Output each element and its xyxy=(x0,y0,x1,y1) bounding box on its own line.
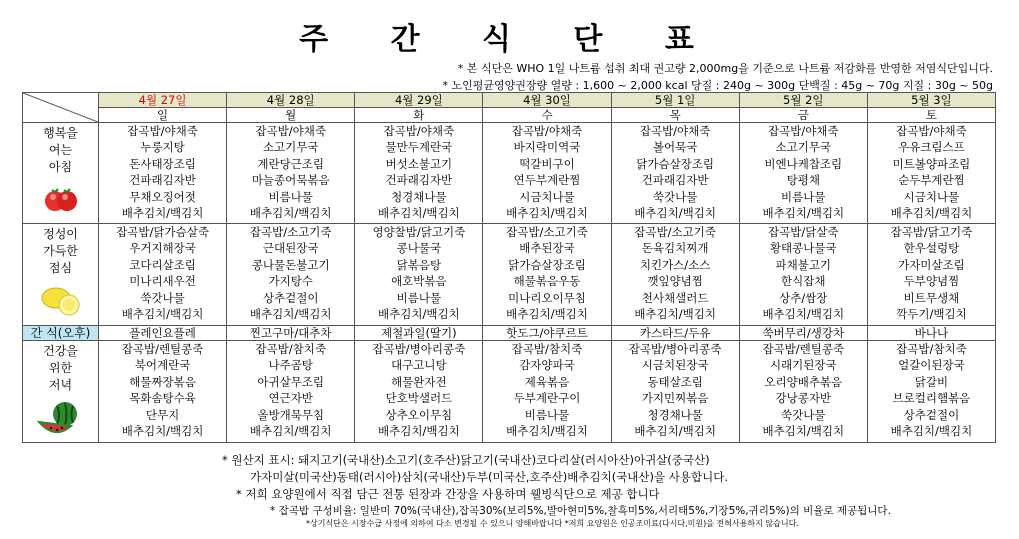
snack-menu-cell: 플레인요플레 xyxy=(99,326,227,341)
menu-item: 상추겉절이 xyxy=(903,407,960,422)
lemon-icon xyxy=(39,283,83,317)
breakfast-label-cell xyxy=(23,123,99,224)
menu-item: 배추김치/백김치 xyxy=(890,423,973,438)
menu-item: 돈사태장조림 xyxy=(129,156,196,171)
menu-item: 상추겉절이 xyxy=(262,290,319,305)
date-header: 5월 1일 xyxy=(611,93,739,108)
menu-item: 배추김치/백김치 xyxy=(506,205,588,220)
breakfast-label-line: 행복을 xyxy=(43,126,78,140)
menu-item: 콩나물국 xyxy=(396,241,442,256)
menu-item: 잡곡밥/병아리콩죽 xyxy=(372,342,466,356)
menu-item: 잡곡밥/닭가슴살죽 xyxy=(116,225,209,239)
weekday-header: 금 xyxy=(739,108,867,123)
menu-item: 애호박볶음 xyxy=(391,274,447,289)
menu-item: 두부양념찜 xyxy=(903,274,960,289)
menu-item: 순두부계란찜 xyxy=(898,173,965,188)
menu-item: 배추김치/백김치 xyxy=(378,306,460,321)
menu-item: 잡곡밥/참치죽 xyxy=(511,342,583,356)
lunch-menu-cell xyxy=(227,224,355,326)
dinner-menu-cell xyxy=(99,341,227,443)
menu-item: 잡곡밥/야채죽 xyxy=(768,124,839,138)
menu-item: 한우설렁탕 xyxy=(903,241,960,256)
menu-item: 코다리살조림 xyxy=(129,257,196,272)
menu-item: 배추김치/백김치 xyxy=(249,205,332,220)
breakfast-menu-cell xyxy=(611,123,739,224)
menu-item: 닭갈비 xyxy=(914,374,949,389)
menu-item: 쑥갓나물 xyxy=(140,290,185,305)
weekday-header: 수 xyxy=(483,108,611,123)
menu-item: 청경채나물 xyxy=(647,407,703,422)
lunch-menu-cell xyxy=(867,224,995,326)
menu-item: 닭가슴살장조림 xyxy=(508,257,586,272)
menu-item: 잡곡밥/참치죽 xyxy=(896,342,967,356)
lunch-label-cell xyxy=(23,224,99,326)
menu-item: 근대된장국 xyxy=(262,241,319,256)
menu-item: 배추된장국 xyxy=(519,241,575,256)
menu-item: 배추김치/백김치 xyxy=(890,205,973,220)
menu-item: 제육볶음 xyxy=(524,374,570,389)
menu-item: 아귀살무조림 xyxy=(257,374,325,389)
menu-item: 가자미살조림 xyxy=(898,257,965,272)
menu-item: 잡곡밥/병아리콩죽 xyxy=(628,342,722,356)
menu-item: 쑥갓나물 xyxy=(652,189,698,204)
menu-item: 비름나물 xyxy=(268,189,313,204)
date-header: 4월 28일 xyxy=(227,93,355,108)
disclaimer-note: *상기식단은 시장수급 사정에 의하여 다소 변경될 수 있으니 양해바랍니다 *저희 요양원은 인공조미료(다시다,미원)을 전혀사용하지 않습니다. xyxy=(306,519,799,528)
menu-item: 가지민찌볶음 xyxy=(641,391,709,406)
menu-item: 깻잎양념찜 xyxy=(647,274,703,289)
menu-item: 잡곡밥/야채죽 xyxy=(639,124,711,138)
menu-item: 배추김치/백김치 xyxy=(634,306,716,321)
menu-item: 북어계란국 xyxy=(134,358,191,373)
lunch-label-line: 가득한 xyxy=(43,244,78,258)
menu-item: 잡곡밥/닭고기죽 xyxy=(890,225,973,239)
menu-item: 잡곡밥/야채죽 xyxy=(511,124,583,138)
menu-item: 비름나물 xyxy=(524,407,570,422)
snack-menu-cell: 제철과일(딸기) xyxy=(355,326,483,341)
menu-item: 건파래김자반 xyxy=(641,173,709,188)
dinner-menu-cell xyxy=(611,341,739,443)
tomato-icon xyxy=(44,182,78,216)
menu-item: 배추김치/백김치 xyxy=(249,423,332,438)
menu-item: 건파래김자반 xyxy=(129,173,196,188)
menu-item: 배추김치/백김치 xyxy=(634,205,716,220)
menu-item: 비엔나케찹조림 xyxy=(764,156,843,171)
menu-item: 배추김치/백김치 xyxy=(762,205,845,220)
nutrition-note: * 노인평균영양권장량 열량 : 1,600 ~ 2,000 kcal 당질 : 240g ~ 300g 단백질 : 45g ~ 70g 지질 : 30g ~ 50g xyxy=(442,79,993,92)
menu-item: 미나리오이무침 xyxy=(508,290,586,305)
menu-item: 치킨가스/소스 xyxy=(639,257,711,272)
menu-item: 시금치나물 xyxy=(519,189,575,204)
menu-item: 잡곡밥/렌틸콩죽 xyxy=(762,342,845,356)
menu-item: 배추김치/백김치 xyxy=(762,306,845,321)
seasoning-note: * 저희 요양원에서 직접 담근 전통 된장과 간장을 사용하며 웰빙식단으로 제공 합니다 xyxy=(236,487,660,501)
menu-item: 단호박샐러드 xyxy=(385,391,453,406)
menu-item: 황태콩나물국 xyxy=(769,241,837,256)
snack-menu-cell: 바나나 xyxy=(867,326,995,341)
dinner-label-line: 건강을 xyxy=(43,344,78,358)
menu-item: 닭가슴살장조림 xyxy=(636,156,715,171)
dinner-label-cell xyxy=(23,341,99,443)
menu-item: 목화솜탕수육 xyxy=(129,391,196,406)
menu-item: 올방개묵무침 xyxy=(257,407,325,422)
menu-item: 닭볶음탕 xyxy=(396,257,442,272)
breakfast-menu-cell xyxy=(227,123,355,224)
menu-item: 쑥갓나물 xyxy=(781,407,826,422)
menu-item: 잡곡밥/참치죽 xyxy=(255,342,326,356)
menu-item: 브로컬리햄볶음 xyxy=(892,391,971,406)
menu-item: 배추김치/백김치 xyxy=(762,423,845,438)
menu-item: 해물볶음우동 xyxy=(513,274,581,289)
menu-item: 버섯소불고기 xyxy=(385,156,453,171)
menu-item: 배추김치/백김치 xyxy=(121,423,204,438)
menu-item: 연두부계란찜 xyxy=(513,173,581,188)
lunch-label-line: 정성이 xyxy=(43,227,78,241)
breakfast-menu-cell xyxy=(483,123,611,224)
breakfast-menu-cell xyxy=(867,123,995,224)
menu-item: 가지탕수 xyxy=(268,274,313,289)
date-header: 4월 29일 xyxy=(355,93,483,108)
weekday-header: 목 xyxy=(611,108,739,123)
menu-item: 감자양파국 xyxy=(519,358,575,373)
menu-item: 단무지 xyxy=(145,407,180,422)
dinner-label-line: 위한 xyxy=(48,361,73,375)
menu-item: 비름나물 xyxy=(781,189,826,204)
lunch-menu-cell xyxy=(611,224,739,326)
menu-item: 천사채샐러드 xyxy=(641,290,709,305)
menu-item: 오리양배추볶음 xyxy=(764,374,843,389)
menu-item: 시래기된장국 xyxy=(769,358,837,373)
menu-item: 계란당근조림 xyxy=(257,156,325,171)
menu-item: 잡곡밥/소고기죽 xyxy=(249,225,332,239)
menu-item: 배추김치/백김치 xyxy=(121,205,204,220)
menu-item: 깍두기/백김치 xyxy=(896,306,967,321)
lunch-menu-cell xyxy=(355,224,483,326)
menu-item: 잡곡밥/소고기죽 xyxy=(506,225,588,239)
lunch-menu-cell xyxy=(483,224,611,326)
lunch-label-line: 점심 xyxy=(48,261,73,275)
menu-item: 떡갈비구이 xyxy=(519,156,575,171)
menu-item: 강낭콩자반 xyxy=(775,391,832,406)
menu-item: 파채불고기 xyxy=(775,257,832,272)
weekday-header: 토 xyxy=(867,108,995,123)
lunch-menu-cell xyxy=(739,224,867,326)
origin-note: * 원산지 표시: 돼지고기(국내산)소고기(호주산)닭고기(국내산)코다리살(러시아산)아귀살(중국산) xyxy=(222,453,710,467)
menu-item: 상추/쌈장 xyxy=(779,290,828,305)
page-title: 주 간 식 단 표 xyxy=(299,22,720,57)
menu-item: 미나리새우전 xyxy=(129,274,196,289)
menu-item: 잡곡밥/소고기죽 xyxy=(634,225,716,239)
menu-item: 해물완자전 xyxy=(391,374,447,389)
dinner-menu-cell xyxy=(227,341,355,443)
breakfast-menu-cell xyxy=(355,123,483,224)
watermelon-icon xyxy=(37,400,85,436)
menu-item: 연근자반 xyxy=(268,391,313,406)
menu-item: 건파래김자반 xyxy=(385,173,453,188)
menu-item: 돈육김치찌개 xyxy=(641,241,709,256)
dinner-menu-cell xyxy=(867,341,995,443)
sodium-note: * 본 식단은 WHO 1일 나트륨 섭취 최대 권고량 2,000mg을 기준으로 나트륨 저감화를 반영한 저염식단입니다. xyxy=(457,62,993,75)
snack-menu-cell: 핫도그/야쿠르트 xyxy=(483,326,611,341)
menu-item: 우유크림스프 xyxy=(898,140,965,155)
date-header: 5월 3일 xyxy=(867,93,995,108)
menu-item: 동태살조림 xyxy=(647,374,703,389)
snack-label-cell: 간 식(오후) xyxy=(23,326,99,341)
dinner-menu-cell xyxy=(739,341,867,443)
corner-diagonal-cell xyxy=(23,93,99,123)
weekday-header: 일 xyxy=(99,108,227,123)
menu-item: 소고기무국 xyxy=(775,140,832,155)
snack-menu-cell: 카스타드/두유 xyxy=(611,326,739,341)
menu-item: 청경채나물 xyxy=(391,189,447,204)
menu-item: 소고기무국 xyxy=(262,140,319,155)
menu-item: 잡곡밥/야채죽 xyxy=(383,124,455,138)
menu-item: 미트볼양파조림 xyxy=(892,156,971,171)
menu-item: 얼갈이된장국 xyxy=(898,358,965,373)
menu-item: 배추김치/백김치 xyxy=(506,423,588,438)
breakfast-menu-cell xyxy=(739,123,867,224)
date-header: 4월 30일 xyxy=(483,93,611,108)
menu-item: 나주곰탕 xyxy=(268,358,313,373)
breakfast-menu-cell xyxy=(99,123,227,224)
menu-item: 배추김치/백김치 xyxy=(378,205,460,220)
weekly-menu-table xyxy=(22,92,996,443)
grain-ratio-note: * 잡곡밥 구성비율: 일반미 70%(국내산),잡곡30%(보리5%,발아현미5%,찰흑미5%,서리태5%,기장5%,귀리5%)의 비율로 제공됩니다. xyxy=(270,505,891,517)
menu-item: 시금치된장국 xyxy=(641,358,709,373)
menu-item: 잡곡밥/야채죽 xyxy=(127,124,198,138)
menu-item: 콩나물돈불고기 xyxy=(251,257,330,272)
snack-menu-cell: 쑥버무리/생강차 xyxy=(739,326,867,341)
menu-item: 탕평채 xyxy=(786,173,820,188)
menu-item: 무채오징어젓 xyxy=(129,189,196,204)
menu-item: 바지락미역국 xyxy=(513,140,581,155)
menu-item: 누룽지탕 xyxy=(140,140,185,155)
menu-item: 비트무생채 xyxy=(903,290,960,305)
menu-item: 배추김치/백김치 xyxy=(506,306,588,321)
date-header: 4월 27일 xyxy=(99,93,227,108)
menu-item: 영양찰밥/닭고기죽 xyxy=(372,225,466,239)
menu-item: 비름나물 xyxy=(396,290,442,305)
menu-item: 두부계란구이 xyxy=(513,391,581,406)
menu-item: 상추오이무침 xyxy=(385,407,453,422)
menu-item: 잡곡밥/닭살죽 xyxy=(768,225,839,239)
date-header: 5월 2일 xyxy=(739,93,867,108)
menu-item: 배추김치/백김치 xyxy=(249,306,332,321)
menu-item: 볼어묵국 xyxy=(652,140,698,155)
breakfast-label-line: 아침 xyxy=(48,160,73,174)
menu-item: 해물짜장볶음 xyxy=(129,374,196,389)
menu-item: 한식잡채 xyxy=(781,274,826,289)
dinner-menu-cell xyxy=(483,341,611,443)
breakfast-label-line: 여는 xyxy=(48,143,73,157)
weekday-header: 화 xyxy=(355,108,483,123)
menu-item: 배추김치/백김치 xyxy=(634,423,716,438)
menu-item: 배추김치/백김치 xyxy=(121,306,204,321)
origin-note-continued: 가자미살(미국산)동태(러시아)삼치(국내산)두부(미국산,호주산)배추김치(국내산)을 사용합니다. xyxy=(250,470,728,484)
snack-menu-cell: 찐고구마/대추차 xyxy=(227,326,355,341)
menu-item: 배추김치/백김치 xyxy=(378,423,460,438)
dinner-menu-cell xyxy=(355,341,483,443)
menu-item: 대구고니탕 xyxy=(391,358,447,373)
menu-item: 잡곡밥/야채죽 xyxy=(896,124,967,138)
menu-item: 마늘종어묵볶음 xyxy=(251,173,330,188)
dinner-label-line: 저녁 xyxy=(48,378,73,392)
menu-item: 물만두계란국 xyxy=(385,140,453,155)
menu-item: 잡곡밥/야채죽 xyxy=(255,124,326,138)
menu-item: 우거지해장국 xyxy=(129,241,196,256)
menu-item: 잡곡밥/렌틸콩죽 xyxy=(121,342,204,356)
menu-item: 시금치나물 xyxy=(903,189,960,204)
weekday-header: 월 xyxy=(227,108,355,123)
lunch-menu-cell xyxy=(99,224,227,326)
